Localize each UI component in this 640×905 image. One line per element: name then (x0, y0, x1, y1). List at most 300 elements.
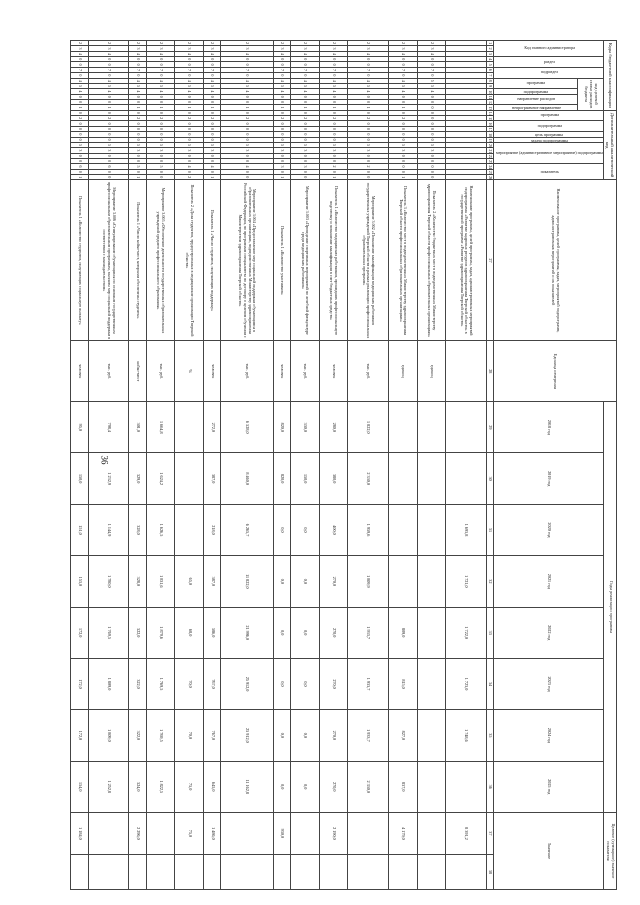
year-value: 820,0 (273, 402, 290, 453)
code-cell: 7 (146, 67, 175, 72)
year-value (175, 504, 204, 555)
year-value: 1 252,8 (88, 761, 129, 812)
year-value: 270,0 (319, 761, 348, 812)
code-cell: 0 (417, 99, 446, 104)
program-table (70, 40, 617, 890)
table-row (71, 41, 88, 890)
code-cell: 0 (204, 99, 221, 104)
code-cell: 0 (273, 73, 290, 78)
code-cell: 1 (273, 175, 290, 180)
year-value: 1 959,6 (348, 504, 389, 555)
year-2020-header: 2020 год (493, 504, 604, 555)
year-value (388, 453, 417, 504)
target-value-header: Целевое (суммарное) значение показателя (604, 812, 617, 889)
year-value: 2 330,0 (348, 761, 389, 812)
code-cell: 4 (129, 51, 146, 56)
row-unit: тыс. руб. (146, 341, 175, 402)
code-cell: 0 (388, 57, 417, 62)
code-cell: 2 (71, 116, 88, 121)
table-body (71, 41, 486, 890)
code-cell: 0 (388, 153, 417, 158)
indicator-header: показатель (493, 164, 604, 180)
code-cell: 2 (204, 41, 221, 46)
code-cell: 0 (388, 94, 417, 99)
row-unit: тыс. руб. (88, 341, 129, 402)
code-cell: 5 (417, 83, 446, 88)
code-cell: 3 (290, 46, 319, 51)
year-value: 1 721,0 (446, 556, 487, 607)
code-cell: 4 (417, 51, 446, 56)
year-value: 0,0 (290, 658, 319, 709)
code-cell: 0 (129, 57, 146, 62)
code-cell: 4 (348, 51, 389, 56)
code-cell: 0 (417, 57, 446, 62)
code-cell: 0 (319, 158, 348, 163)
year-value: 21 996,0 (221, 607, 273, 658)
code-cell: 4 (204, 78, 221, 83)
code-cell: 0 (175, 153, 204, 158)
year-value: 798,4 (88, 402, 129, 453)
code-cell: 0 (129, 158, 146, 163)
code-cell: 0 (348, 126, 389, 131)
row-name: Показатель 1 «Количество медицинских работников, прошедших профессиональную подготовку и повышение квалификации в счет бюджетных средств» (319, 180, 348, 341)
code-cell: 1 (319, 105, 348, 110)
year-value: 645,0 (204, 761, 221, 812)
code-cell: 0 (348, 110, 389, 115)
code-cell: 0 (221, 126, 273, 131)
code-cell: 0 (388, 121, 417, 126)
subsection-header: подраздел (493, 67, 604, 78)
value-header: Значение (493, 812, 604, 889)
year-value: 1 626,5 (146, 504, 175, 555)
column-number: 17 (488, 127, 494, 132)
target-value: 75,0 (175, 812, 204, 854)
table-row (175, 41, 204, 890)
year-value: 1 831,6 (146, 556, 175, 607)
code-cell: 4 (221, 89, 273, 94)
year-value: 150,0 (290, 453, 319, 504)
code-cell: 2 (319, 164, 348, 169)
code-cell: 4 (273, 89, 290, 94)
year-value: 1 809,0 (88, 710, 129, 761)
year-value (417, 402, 446, 453)
row-unit: тыс. руб. (348, 341, 389, 402)
column-number: 19 (488, 138, 494, 143)
year-value (388, 402, 417, 453)
event-header: мероприятие (административное мероприятие) подпрограммы (493, 142, 604, 163)
code-cell: 5 (71, 142, 88, 147)
code-cell: 0 (71, 57, 88, 62)
year-2024-header: 2024 год (493, 710, 604, 761)
code-cell: 0 (290, 158, 319, 163)
code-cell: 2 (273, 116, 290, 121)
code-cell: 5 (388, 83, 417, 88)
code-cell: 0 (175, 132, 204, 137)
year-value: 820,0 (273, 453, 290, 504)
code-cell: 0 (319, 169, 348, 174)
code-cell: 0 (319, 57, 348, 62)
financing-header: Годы реализации программы (604, 402, 617, 813)
table-row (446, 41, 487, 890)
code-cell: 0 (221, 110, 273, 115)
year-value: 1 723,0 (446, 658, 487, 709)
table-row (221, 41, 273, 890)
code-cell: 2 (204, 116, 221, 121)
code-cell: 0 (129, 73, 146, 78)
code-cell: 2 (221, 116, 273, 121)
code-cell: 3 (417, 46, 446, 51)
goal-header: цель программы (493, 132, 604, 137)
target-value (348, 812, 389, 854)
code-cell: 0 (71, 126, 88, 131)
target-year (348, 854, 389, 889)
year-value: 1 822,5 (146, 761, 175, 812)
code-cell: 0 (417, 94, 446, 99)
admin-code-header: Код главного администратора (493, 41, 604, 57)
code-cell: 4 (88, 78, 129, 83)
column-number: 18 (488, 133, 494, 138)
column-number: 12 (488, 100, 494, 106)
code-cell: 2 (129, 41, 146, 46)
year-value: 154,0 (71, 761, 88, 812)
code-cell: 4 (175, 78, 204, 83)
target-year (221, 854, 273, 889)
row-name: Мероприятие 3.003 «Проведение спортивных мероприятий по лечебной физкультуре среди медицинских работников» (290, 180, 319, 341)
code-cell: 7 (221, 67, 273, 72)
code-cell: 0 (129, 137, 146, 142)
code-cell: 5 (319, 83, 348, 88)
code-cell: 4 (319, 51, 348, 56)
code-cell: 0 (273, 110, 290, 115)
code-cell: 5 (417, 78, 446, 83)
code-cell: 0 (319, 137, 348, 142)
year-value: 322,0 (129, 710, 146, 761)
budget-class-header: Коды бюджетной классификации (604, 41, 617, 111)
year-value: 1 809,9 (348, 556, 389, 607)
code-cell: 4 (319, 78, 348, 83)
target-year (175, 854, 204, 889)
row-name: Показатель 2 «Доля студентов, трудоустроенных в медицинские организации Тверской области» (175, 180, 204, 341)
row-unit: человек (319, 341, 348, 402)
year-value: 172,0 (71, 607, 88, 658)
year-value: 270,0 (319, 556, 348, 607)
code-cell: 1 (348, 105, 389, 110)
year-value: 767,0 (204, 658, 221, 709)
code-cell: 4 (71, 78, 88, 83)
code-cell: 7 (290, 67, 319, 72)
year-value: 0,0 (290, 504, 319, 555)
code-cell: 4 (221, 51, 273, 56)
code-cell: 1 (273, 105, 290, 110)
column-number: 34 (486, 658, 493, 709)
target-value (88, 812, 129, 854)
code-cell: 2 (290, 116, 319, 121)
year-value: 328,0 (129, 556, 146, 607)
rotated-table-container (77, 40, 617, 890)
name-header: Наименование программы, целей программы, задач, мероприятий подпрограмм, административных мероприятий и их показателей (493, 180, 616, 341)
code-cell: 0 (273, 169, 290, 174)
code-cell: 0 (129, 94, 146, 99)
code-cell: 0 (204, 121, 221, 126)
vid-header-program: программа (493, 110, 604, 121)
code-cell: 0 (175, 126, 204, 131)
code-cell: 4 (175, 164, 204, 169)
column-number: 32 (486, 556, 493, 607)
code-cell: 5 (204, 83, 221, 88)
code-cell: 2 (319, 116, 348, 121)
code-cell: 0 (204, 132, 221, 137)
column-number: 10 (488, 90, 494, 95)
code-cell: 0 (221, 121, 273, 126)
code-cell: 0 (273, 137, 290, 142)
code-cell: 4 (129, 78, 146, 83)
code-cell: 4 (146, 51, 175, 56)
target-year (290, 854, 319, 889)
code-cell: 0 (204, 73, 221, 78)
table-row (348, 41, 389, 890)
year-value: 1 769,5 (146, 658, 175, 709)
code-cell: 0 (273, 121, 290, 126)
code-cell: 7 (348, 67, 389, 72)
year-value: 809,0 (388, 607, 417, 658)
code-cell: 0 (175, 158, 204, 163)
code-cell: 0 (417, 62, 446, 67)
code-cell: 0 (146, 62, 175, 67)
table-row (290, 41, 319, 890)
code-cell: 3 (319, 46, 348, 51)
row-unit: койко-мест (129, 341, 146, 402)
target-value: 930,0 (273, 812, 290, 854)
code-cell: 0 (146, 121, 175, 126)
year-value: 151,0 (71, 504, 88, 555)
code-cell: 7 (319, 67, 348, 72)
year-value: 6 528,0 (221, 402, 273, 453)
row-name: Показатель 1 «Число койко-мест, которыми обеспечены студенты» (129, 180, 146, 341)
year-value: 1 822,0 (348, 402, 389, 453)
year-value (388, 556, 417, 607)
code-cell: 4 (88, 51, 129, 56)
code-cell: 0 (273, 132, 290, 137)
code-cell: 2 (388, 116, 417, 121)
code-cell: 2 (221, 41, 273, 46)
code-cell: 0 (290, 175, 319, 180)
code-cell: 0 (129, 132, 146, 137)
code-cell: 0 (129, 169, 146, 174)
code-cell: 0 (319, 94, 348, 99)
code-cell: 0 (71, 137, 88, 142)
code-cell: 4 (71, 51, 88, 56)
code-cell: 1 (129, 105, 146, 110)
target-subprogram-header: подпрограмма (493, 89, 577, 94)
year-value: 301,0 (129, 402, 146, 453)
year-2021-header: 2021 год (493, 556, 604, 607)
target-value: 4 179,0 (388, 812, 417, 854)
code-cell: 0 (417, 105, 446, 110)
code-cell: 4 (88, 89, 129, 94)
code-cell: 0 (388, 73, 417, 78)
code-cell: 1 (88, 105, 129, 110)
code-cell: 0 (221, 57, 273, 62)
code-cell: 3 (175, 46, 204, 51)
target-direction-header: направление расходов (493, 94, 577, 105)
year-value: 1 780,0 (88, 556, 129, 607)
code-cell: 2 (71, 41, 88, 46)
code-cell: 7 (88, 67, 129, 72)
code-cell: 5 (175, 83, 204, 88)
code-cell: 0 (71, 94, 88, 99)
year-value: 25 912,0 (221, 658, 273, 709)
year-value (417, 504, 446, 555)
code-cell: 3 (319, 148, 348, 153)
code-cell: 0 (221, 132, 273, 137)
year-value: 270,0 (319, 658, 348, 709)
target-year (129, 854, 146, 889)
code-cell: 0 (88, 62, 129, 67)
code-cell: 0 (273, 57, 290, 62)
year-value: 767,0 (204, 710, 221, 761)
code-cell: 0 (221, 169, 273, 174)
code-cell: 4 (348, 89, 389, 94)
code-cell: 0 (290, 73, 319, 78)
row-name: Показатель 3 «Количество мест в подведомственных Министерству здравоохранения Тверской области профессиональных образовательных организациях» (388, 180, 417, 341)
code-cell: 0 (129, 126, 146, 131)
column-number: 36 (486, 761, 493, 812)
code-cell: 3 (129, 46, 146, 51)
column-number: 31 (486, 504, 493, 555)
code-cell: 4 (273, 51, 290, 56)
target-year (446, 854, 487, 889)
row-unit: тыс. руб. (221, 341, 273, 402)
code-cell: 3 (88, 46, 129, 51)
code-cell: 0 (348, 132, 389, 137)
code-cell: 0 (417, 153, 446, 158)
code-cell: 0 (417, 137, 446, 142)
year-value: 330,0 (290, 402, 319, 453)
code-cell: 2 (88, 116, 129, 121)
code-cell: 0 (273, 62, 290, 67)
code-cell: 0 (417, 110, 446, 115)
year-value: 0,0 (273, 607, 290, 658)
code-cell: 0 (88, 158, 129, 163)
table-row (88, 41, 129, 890)
code-cell: 4 (129, 89, 146, 94)
code-cell: 0 (388, 158, 417, 163)
column-number: 21 (488, 149, 494, 154)
column-number: 15 (488, 117, 494, 122)
year-value: 272,0 (204, 402, 221, 453)
code-cell: 2 (388, 41, 417, 46)
code-cell: 2 (319, 41, 348, 46)
code-cell: 5 (290, 142, 319, 147)
code-cell: 3 (204, 46, 221, 51)
code-cell: 5 (273, 142, 290, 147)
year-value: 153,0 (71, 556, 88, 607)
code-cell: 0 (129, 121, 146, 126)
page-number: 36 (99, 455, 110, 465)
code-cell: 5 (146, 142, 175, 147)
target-year (204, 854, 221, 889)
row-unit: единиц (388, 341, 417, 402)
code-cell: 0 (88, 132, 129, 137)
year-value: 1 933,7 (348, 658, 389, 709)
code-cell: 7 (129, 67, 146, 72)
code-cell: 0 (417, 164, 446, 169)
code-cell: 0 (88, 121, 129, 126)
code-cell: 0 (146, 153, 175, 158)
table-row (129, 41, 146, 890)
code-cell: 0 (71, 73, 88, 78)
code-cell: 0 (319, 62, 348, 67)
code-cell: 0 (319, 73, 348, 78)
code-cell: 3 (273, 148, 290, 153)
year-value: 1 664,8 (146, 402, 175, 453)
code-cell: 2 (348, 164, 389, 169)
code-cell: 0 (348, 175, 389, 180)
row-name: Мероприятие 3.002 «Повышение квалификации медицинских работников государственных учреждений Тверской области в рамках реализации профессиональных образовательных программ» (348, 180, 389, 341)
year-value: 322,0 (129, 607, 146, 658)
column-number: 22 (488, 154, 494, 159)
code-cell: 0 (319, 126, 348, 131)
code-cell: 7 (204, 67, 221, 72)
code-cell: 0 (388, 137, 417, 142)
year-value: 8 460,0 (221, 453, 273, 504)
target-value: 2 296,0 (129, 812, 146, 854)
code-cell: 0 (204, 94, 221, 99)
column-number: 29 (486, 402, 493, 453)
year-value: 1 769,5 (88, 607, 129, 658)
column-number: 28 (486, 341, 493, 402)
code-cell: 0 (290, 137, 319, 142)
year-value: 65,0 (175, 556, 204, 607)
year-value: 1 693,8 (446, 504, 487, 555)
code-cell: 0 (204, 110, 221, 115)
code-cell: 2 (146, 41, 175, 46)
year-value: 1 809,0 (88, 658, 129, 709)
year-value: 0,0 (290, 710, 319, 761)
year-value: 2 330,0 (348, 453, 389, 504)
target-value: 1 486,0 (204, 812, 221, 854)
year-value (417, 607, 446, 658)
table-row (204, 41, 221, 890)
row-unit: человек (204, 341, 221, 402)
target-value (417, 812, 446, 854)
year-value: 329,0 (129, 453, 146, 504)
column-number: 33 (486, 607, 493, 658)
table-row (417, 41, 446, 890)
column-number: 16 (488, 122, 494, 127)
code-cell: 0 (221, 99, 273, 104)
row-name: Мероприятие 3.004 «Предоставление мер социальной поддержки обучающимся в образовательных организациях, подведомственных Министерству здравоохранения Российской Федерации, по программам специалитета по договору о целевом обучении с Министерством здравоохранения Тверской области» (221, 180, 273, 341)
row-unit (446, 341, 487, 402)
target-year (71, 854, 88, 889)
column-number: 6 (488, 68, 494, 72)
year-2022-header: 2022 год (493, 607, 604, 658)
row-name: Показатель 1 «Количество участников» (273, 180, 290, 341)
code-cell: 0 (348, 57, 389, 62)
code-cell: 0 (221, 175, 273, 180)
code-cell: 4 (290, 51, 319, 56)
year-value: 322,0 (129, 658, 146, 709)
code-cell: 0 (88, 169, 129, 174)
code-cell: 0 (71, 121, 88, 126)
column-numbers-row (486, 41, 493, 890)
code-cell: 0 (204, 137, 221, 142)
code-cell: 0 (348, 169, 389, 174)
code-cell: 0 (319, 110, 348, 115)
code-cell: 5 (146, 164, 175, 169)
code-cell: 5 (204, 142, 221, 147)
year-value: 1 144,9 (88, 504, 129, 555)
